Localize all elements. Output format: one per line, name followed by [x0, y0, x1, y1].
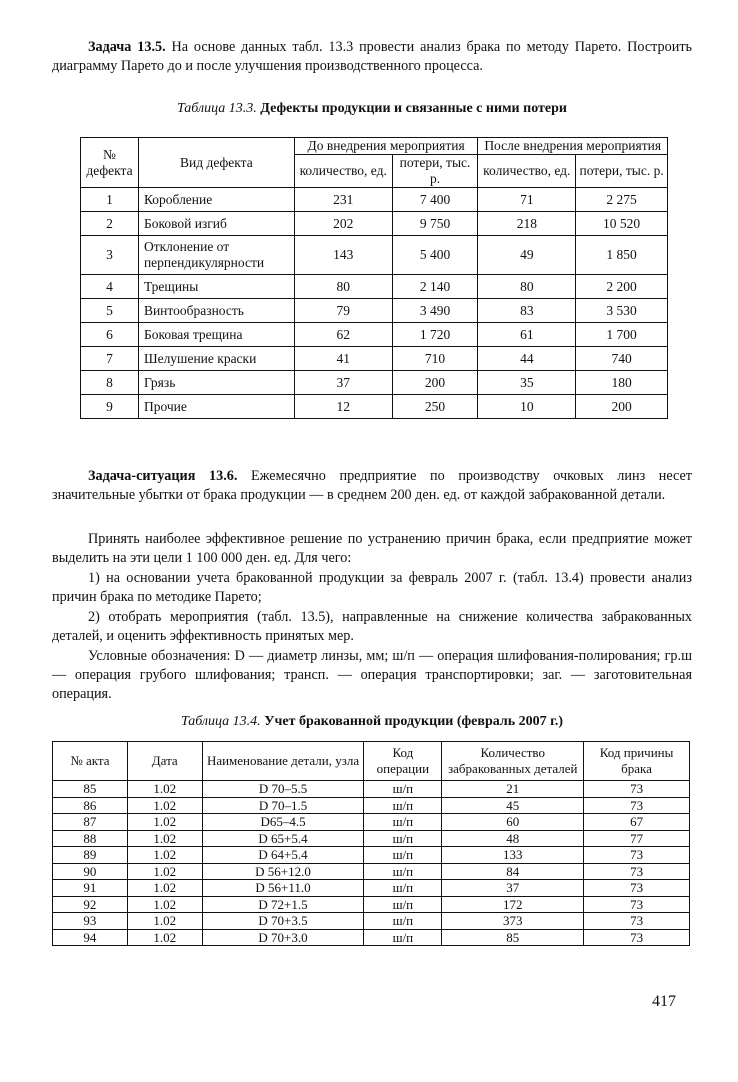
- cell-before-loss: 710: [392, 347, 478, 371]
- cell-defect-type: Отклонение от перпендикулярности: [138, 236, 294, 275]
- cell-reject-count: 373: [442, 913, 584, 930]
- table-row: [53, 880, 690, 897]
- table-row: [53, 913, 690, 930]
- cell-act-number: 89: [53, 847, 128, 864]
- cell-operation-code: ш/п: [364, 797, 442, 814]
- table-row: [53, 847, 690, 864]
- table-13-3-caption: [52, 101, 692, 117]
- instruction-item-2: 2) отобрать мероприятия (табл. 13.5), направленные на снижение количества забракованных деталей, и оценить эффективность принятых мер.: [52, 609, 692, 645]
- cell-before-loss: 5 400: [392, 236, 478, 275]
- cell-defect-type: Грязь: [138, 371, 294, 395]
- cell-reject-count: 172: [442, 896, 584, 913]
- cell-operation-code: ш/п: [364, 880, 442, 897]
- cell-reason-code: 73: [584, 880, 690, 897]
- cell-after-qty: 49: [478, 236, 576, 275]
- task-13-5-text: На основе данных табл. 13.3 провести анализ брака по методу Парето. Построить диаграмму Парето до и после улучшения производственного процесса.: [52, 39, 692, 75]
- cell-reason-code: 73: [584, 863, 690, 880]
- cell-after-loss: 1 700: [576, 323, 668, 347]
- header-defect-number: № дефекта: [81, 138, 139, 188]
- cell-before-loss: 250: [392, 395, 478, 419]
- cell-defect-type: Боковая трещина: [138, 323, 294, 347]
- table-row: [53, 814, 690, 831]
- cell-date: 1.02: [127, 830, 202, 847]
- cell-operation-code: ш/п: [364, 929, 442, 946]
- cell-reject-count: 133: [442, 847, 584, 864]
- cell-after-qty: 80: [478, 275, 576, 299]
- cell-before-loss: 7 400: [392, 188, 478, 212]
- table-13-4-caption-title: Учет бракованной продукции (февраль 2007 г.): [260, 714, 564, 729]
- cell-after-loss: 3 530: [576, 299, 668, 323]
- cell-act-number: 86: [53, 797, 128, 814]
- cell-after-qty: 61: [478, 323, 576, 347]
- cell-before-qty: 80: [294, 275, 392, 299]
- defects-table: [80, 137, 668, 419]
- cell-reason-code: 73: [584, 929, 690, 946]
- cell-defect-number: 7: [81, 347, 139, 371]
- cell-after-qty: 10: [478, 395, 576, 419]
- cell-after-qty: 71: [478, 188, 576, 212]
- instruction-item-1: 1) на основании учета бракованной продукции за февраль 2007 г. (табл. 13.4) провести анализ причин брака по методике Парето;: [52, 570, 692, 606]
- cell-act-number: 90: [53, 863, 128, 880]
- cell-defect-number: 1: [81, 188, 139, 212]
- task-13-6: [52, 467, 692, 505]
- cell-reject-count: 48: [442, 830, 584, 847]
- cell-date: 1.02: [127, 929, 202, 946]
- cell-defect-number: 8: [81, 371, 139, 395]
- table-row: [81, 299, 668, 323]
- cell-reason-code: 73: [584, 913, 690, 930]
- cell-reject-count: 85: [442, 929, 584, 946]
- cell-part-name: D 56+12.0: [202, 863, 364, 880]
- header-defect-type: Вид дефекта: [138, 138, 294, 188]
- cell-defect-type: Боковой изгиб: [138, 212, 294, 236]
- cell-defect-number: 5: [81, 299, 139, 323]
- cell-before-loss: 2 140: [392, 275, 478, 299]
- cell-date: 1.02: [127, 896, 202, 913]
- cell-part-name: D 64+5.4: [202, 847, 364, 864]
- table-row: [53, 797, 690, 814]
- table-row: [81, 323, 668, 347]
- header-after: После внедрения мероприятия: [478, 138, 668, 155]
- cell-date: 1.02: [127, 880, 202, 897]
- header-after-loss: потери, тыс. р.: [576, 155, 668, 188]
- cell-operation-code: ш/п: [364, 830, 442, 847]
- cell-after-qty: 44: [478, 347, 576, 371]
- cell-date: 1.02: [127, 863, 202, 880]
- cell-after-loss: 10 520: [576, 212, 668, 236]
- cell-reject-count: 21: [442, 781, 584, 798]
- cell-before-qty: 79: [294, 299, 392, 323]
- cell-operation-code: ш/п: [364, 913, 442, 930]
- cell-defect-type: Прочие: [138, 395, 294, 419]
- cell-before-qty: 143: [294, 236, 392, 275]
- table-row: [53, 781, 690, 798]
- cell-operation-code: ш/п: [364, 896, 442, 913]
- cell-after-loss: 200: [576, 395, 668, 419]
- cell-defect-number: 4: [81, 275, 139, 299]
- cell-reason-code: 73: [584, 847, 690, 864]
- cell-part-name: D 56+11.0: [202, 880, 364, 897]
- cell-before-qty: 62: [294, 323, 392, 347]
- header-part-name: Наименование детали, узла: [202, 742, 364, 781]
- cell-after-loss: 740: [576, 347, 668, 371]
- cell-date: 1.02: [127, 797, 202, 814]
- cell-act-number: 88: [53, 830, 128, 847]
- task-13-6-label: Задача-ситуация 13.6.: [88, 468, 238, 484]
- notation-paragraph: Условные обозначения: D — диаметр линзы, мм; ш/п — операция шлифования-полирования; гр.ш — операция грубого шлифования; трансп. — операция транспортировки; заг. — заготовительная операция.: [52, 648, 692, 703]
- cell-after-loss: 2 275: [576, 188, 668, 212]
- cell-operation-code: ш/п: [364, 781, 442, 798]
- rejects-table: [52, 741, 690, 946]
- task-13-5: [52, 38, 692, 76]
- cell-after-qty: 35: [478, 371, 576, 395]
- header-before-loss: потери, тыс. р.: [392, 155, 478, 188]
- cell-act-number: 85: [53, 781, 128, 798]
- cell-before-qty: 12: [294, 395, 392, 419]
- table-row: [81, 395, 668, 419]
- cell-defect-number: 6: [81, 323, 139, 347]
- header-reason-code: Код причины брака: [584, 742, 690, 781]
- cell-date: 1.02: [127, 847, 202, 864]
- cell-part-name: D 72+1.5: [202, 896, 364, 913]
- header-before-qty: количество, ед.: [294, 155, 392, 188]
- table-row: [81, 188, 668, 212]
- table-13-3-caption-title: Дефекты продукции и связанные с ними потери: [256, 101, 567, 116]
- cell-after-qty: 218: [478, 212, 576, 236]
- cell-after-qty: 83: [478, 299, 576, 323]
- cell-before-qty: 37: [294, 371, 392, 395]
- table-row: [81, 236, 668, 275]
- cell-before-loss: 200: [392, 371, 478, 395]
- header-before: До внедрения мероприятия: [294, 138, 478, 155]
- cell-reject-count: 37: [442, 880, 584, 897]
- cell-part-name: D 65+5.4: [202, 830, 364, 847]
- header-date: Дата: [127, 742, 202, 781]
- cell-part-name: D 70+3.5: [202, 913, 364, 930]
- table-row: [53, 863, 690, 880]
- table-row: [81, 371, 668, 395]
- cell-part-name: D65–4.5: [202, 814, 364, 831]
- table-row: [53, 896, 690, 913]
- header-act-number: № акта: [53, 742, 128, 781]
- cell-defect-type: Трещины: [138, 275, 294, 299]
- cell-defect-number: 2: [81, 212, 139, 236]
- cell-defect-type: Шелушение краски: [138, 347, 294, 371]
- cell-defect-type: Винтообразность: [138, 299, 294, 323]
- cell-after-loss: 1 850: [576, 236, 668, 275]
- cell-defect-number: 3: [81, 236, 139, 275]
- cell-act-number: 91: [53, 880, 128, 897]
- cell-reason-code: 73: [584, 797, 690, 814]
- cell-date: 1.02: [127, 913, 202, 930]
- table-row: [81, 347, 668, 371]
- task-13-6-text: Ежемесячно предприятие по производству очковых линз несет значительные убытки от брака продукции — в среднем 200 ден. ед. от каждой забракованной детали.: [52, 468, 693, 504]
- cell-operation-code: ш/п: [364, 847, 442, 864]
- cell-act-number: 87: [53, 814, 128, 831]
- cell-before-qty: 41: [294, 347, 392, 371]
- cell-part-name: D 70–1.5: [202, 797, 364, 814]
- header-operation-code: Код операции: [364, 742, 442, 781]
- cell-operation-code: ш/п: [364, 863, 442, 880]
- cell-part-name: D 70+3.0: [202, 929, 364, 946]
- cell-reason-code: 73: [584, 781, 690, 798]
- cell-act-number: 94: [53, 929, 128, 946]
- cell-before-qty: 231: [294, 188, 392, 212]
- cell-reject-count: 45: [442, 797, 584, 814]
- cell-reject-count: 84: [442, 863, 584, 880]
- table-13-3-caption-number: Таблица 13.3.: [177, 101, 257, 116]
- cell-before-loss: 1 720: [392, 323, 478, 347]
- cell-act-number: 93: [53, 913, 128, 930]
- cell-operation-code: ш/п: [364, 814, 442, 831]
- cell-before-qty: 202: [294, 212, 392, 236]
- header-reject-count: Количество забракованных деталей: [442, 742, 584, 781]
- cell-reject-count: 60: [442, 814, 584, 831]
- cell-date: 1.02: [127, 781, 202, 798]
- task-13-5-label: Задача 13.5.: [88, 39, 166, 55]
- cell-act-number: 92: [53, 896, 128, 913]
- cell-reason-code: 73: [584, 896, 690, 913]
- header-after-qty: количество, ед.: [478, 155, 576, 188]
- cell-reason-code: 67: [584, 814, 690, 831]
- table-13-4-caption: [52, 714, 692, 730]
- cell-date: 1.02: [127, 814, 202, 831]
- cell-after-loss: 180: [576, 371, 668, 395]
- table-row: [53, 929, 690, 946]
- table-row: [53, 830, 690, 847]
- cell-part-name: D 70–5.5: [202, 781, 364, 798]
- page-number: 417: [652, 993, 676, 1010]
- cell-defect-type: Коробление: [138, 188, 294, 212]
- cell-before-loss: 9 750: [392, 212, 478, 236]
- cell-before-loss: 3 490: [392, 299, 478, 323]
- cell-defect-number: 9: [81, 395, 139, 419]
- cell-reason-code: 77: [584, 830, 690, 847]
- table-row: [81, 275, 668, 299]
- table-row: [81, 212, 668, 236]
- table-13-4-caption-number: Таблица 13.4.: [180, 714, 261, 729]
- cell-after-loss: 2 200: [576, 275, 668, 299]
- decision-paragraph: Принять наиболее эффективное решение по устранению причин брака, если предприятие может выделить на эти цели 1 100 000 ден. ед. Для чего:: [52, 531, 692, 567]
